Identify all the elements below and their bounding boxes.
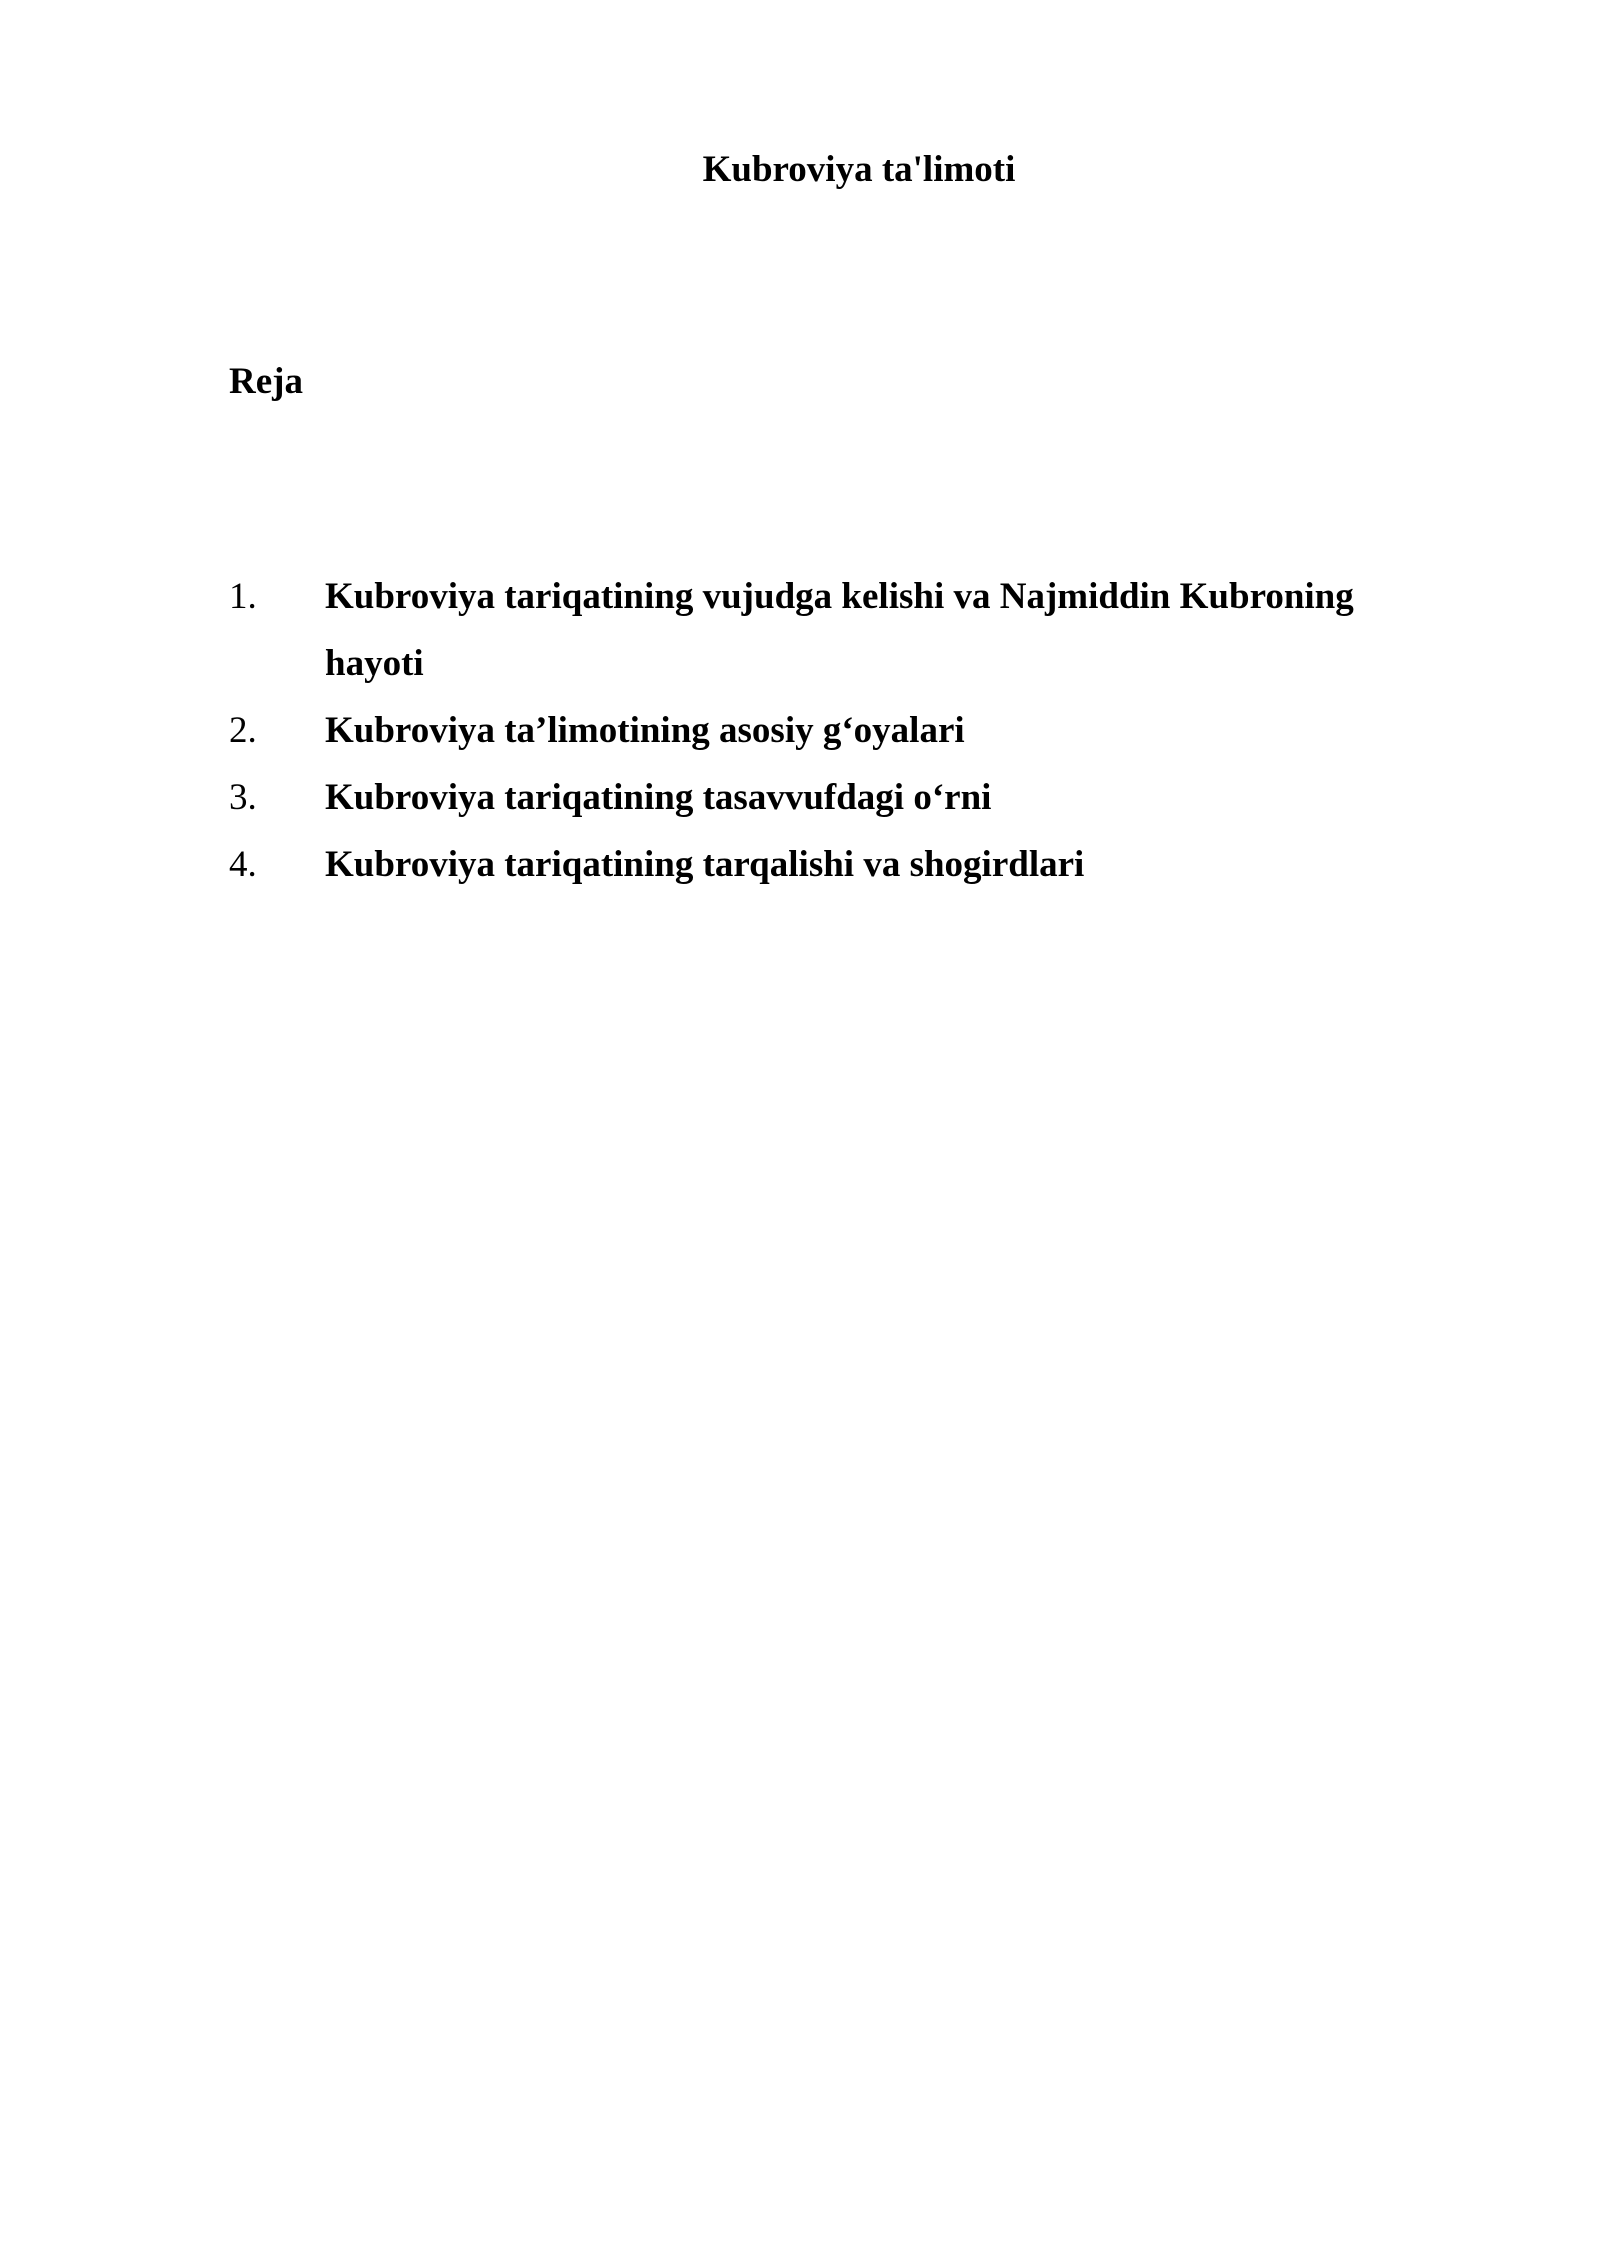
- plan-item-number: 3.: [229, 777, 257, 818]
- plan-item-number: 2.: [229, 710, 257, 751]
- plan-item-3: [229, 764, 1429, 831]
- plan-item-4: [229, 831, 1429, 898]
- plan-list: [229, 563, 1429, 898]
- plan-item-2: [229, 697, 1429, 764]
- plan-item-1: [229, 563, 1429, 697]
- plan-heading: Reja: [229, 361, 303, 402]
- plan-item-number: 4.: [229, 844, 257, 885]
- plan-item-number: 1.: [229, 576, 257, 617]
- plan-item-text: Kubroviya tariqatining tarqalishi va shogirdlari: [325, 844, 1085, 885]
- plan-item-text: Kubroviya ta’limotining asosiy g‘oyalari: [325, 710, 965, 751]
- plan-item-text: Kubroviya tariqatining vujudga kelishi va Najmiddin Kubroning hayoti: [325, 576, 1354, 684]
- plan-item-text: Kubroviya tariqatining tasavvufdagi o‘rni: [325, 777, 992, 818]
- document-title: Kubroviya ta'limoti: [702, 149, 1016, 190]
